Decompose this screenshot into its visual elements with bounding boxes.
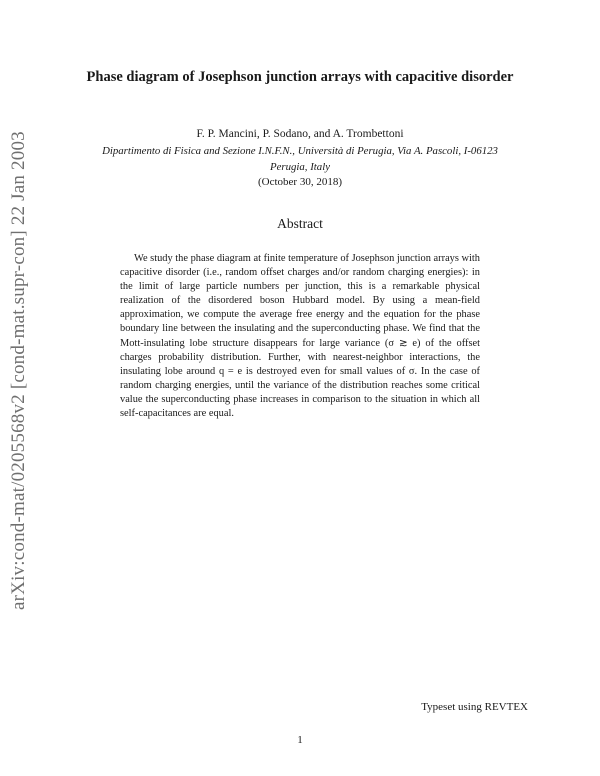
paper-title: Phase diagram of Josephson junction arrays with capacitive disorder — [86, 69, 514, 85]
abstract-heading: Abstract — [277, 216, 323, 231]
abstract-body: We study the phase diagram at finite temperature of Josephson junction arrays with capacitive disorder (i.e., random offset charges and/or random charging energies): in the limit of large particle numbers per junction, this is a remarkable physical realization of the disordered boson Hubbard model. By using a mean-field approximation, we compute the average free energy and the equation for the phase boundary line between the insulating and the superconducting phase. We find that the Mott-insulating lobe structure disappears for large variance (σ ≳ e) of the offset charges probability distribution. Further, with nearest-neighbor interactions, the insulating lobe around q = e is destroyed even for small values of σ. In the case of random charging energies, until the variance of the distribution reaches some critical value the superconducting phase increases in comparison to the situation in which all self-capacitances are equal. — [120, 253, 480, 420]
arxiv-identifier: arXiv:cond-mat/0205568v2 [cond-mat.supr-con] 22 Jan 2003 — [8, 131, 29, 610]
page-number: 1 — [297, 734, 303, 746]
paper-date: (October 30, 2018) — [257, 176, 342, 188]
paper-authors: F. P. Mancini, P. Sodano, and A. Trombettoni — [196, 128, 404, 140]
arxiv-sidebar — [6, 110, 34, 610]
paper-affiliation: Dipartimento di Fisica and Sezione I.N.F.N., Università di Perugia, Via A. Pascoli, I-06123 Perugia, Italy — [102, 145, 498, 173]
typeset-note: Typeset using REVTEX — [421, 701, 528, 713]
